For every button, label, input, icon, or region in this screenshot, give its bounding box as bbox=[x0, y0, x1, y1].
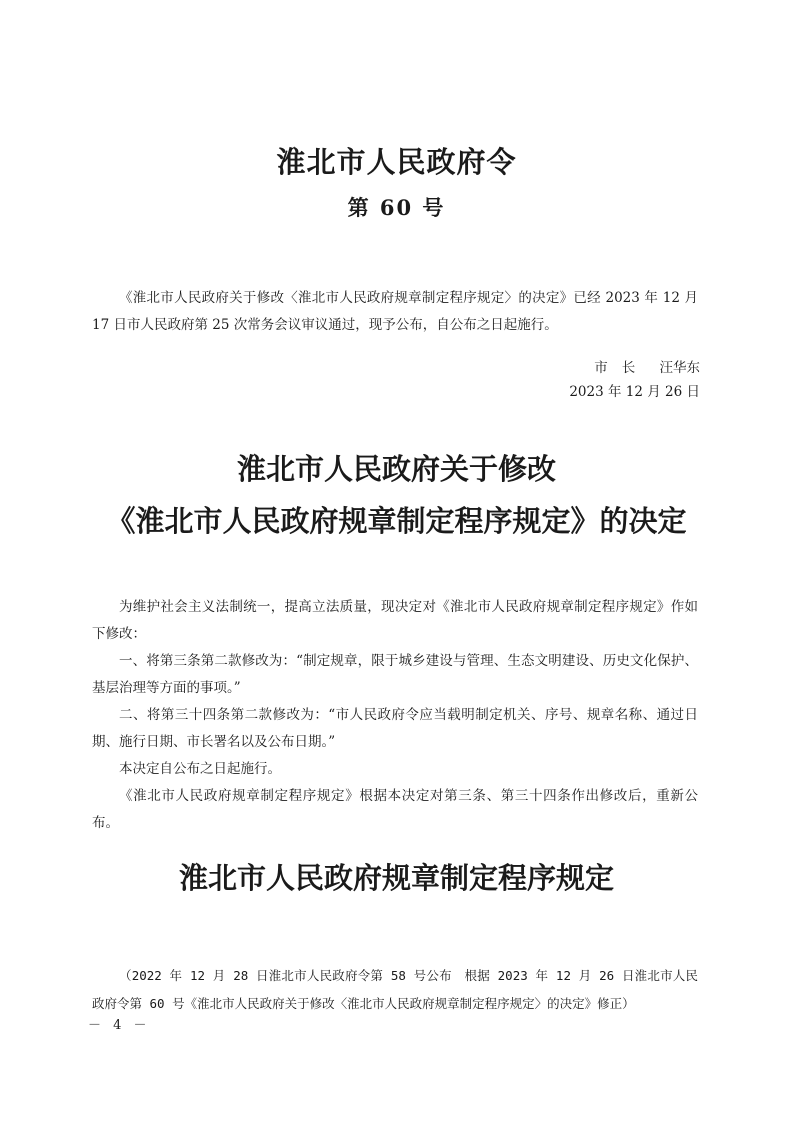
decision-title-line2: 《淮北市人民政府规章制定程序规定》的决定 bbox=[106, 504, 687, 538]
regulation-history-note: （2022 年 12 月 28 日淮北市人民政府令第 58 号公布 根据 2023 年 12 月 26 日淮北市人民政府令第 60 号《淮北市人民政府关于修改〈淮北市人民政府规章制定程序规定〉的决定》修正） bbox=[92, 968, 698, 1011]
order-title: 淮北市人民政府令 bbox=[276, 145, 517, 179]
promulgation-text: 《淮北市人民政府关于修改〈淮北市人民政府规章制定程序规定〉的决定》已经 2023 年 12 月 17 日市人民政府第 25 次常务会议审议通过，现予公布，自公布之日起施行。 bbox=[92, 290, 698, 333]
signature-block bbox=[569, 356, 700, 404]
decision-paragraph: 本决定自公布之日起施行。 bbox=[119, 761, 281, 777]
signer-title: 市长 bbox=[594, 360, 650, 376]
regulation-title: 淮北市人民政府规章制定程序规定 bbox=[178, 861, 614, 895]
decision-paragraph: 二、将第三十四条第二款修改为：“市人民政府令应当载明制定机关、序号、规章名称、通过日期、施行日期、市长署名以及公布日期。” bbox=[92, 707, 698, 750]
signer-line bbox=[569, 356, 700, 380]
page-number: － 4 － bbox=[88, 1018, 151, 1033]
decision-paragraph: 为维护社会主义法制统一，提高立法质量，现决定对《淮北市人民政府规章制定程序规定》作如下修改： bbox=[92, 599, 698, 642]
decision-title bbox=[0, 443, 793, 547]
decision-title-line1: 淮北市人民政府关于修改 bbox=[236, 452, 556, 486]
decision-paragraph: 《淮北市人民政府规章制定程序规定》根据本决定对第三条、第三十四条作出修改后，重新公布。 bbox=[92, 788, 698, 831]
promulgation-date: 2023 年 12 月 26 日 bbox=[569, 384, 700, 400]
decision-body bbox=[92, 594, 698, 837]
decision-paragraph: 一、将第三条第二款修改为：“制定规章，限于城乡建设与管理、生态文明建设、历史文化保护、基层治理等方面的事项。” bbox=[92, 653, 698, 696]
order-number: 第 60 号 bbox=[347, 195, 446, 220]
signer-name: 汪华东 bbox=[659, 360, 700, 376]
